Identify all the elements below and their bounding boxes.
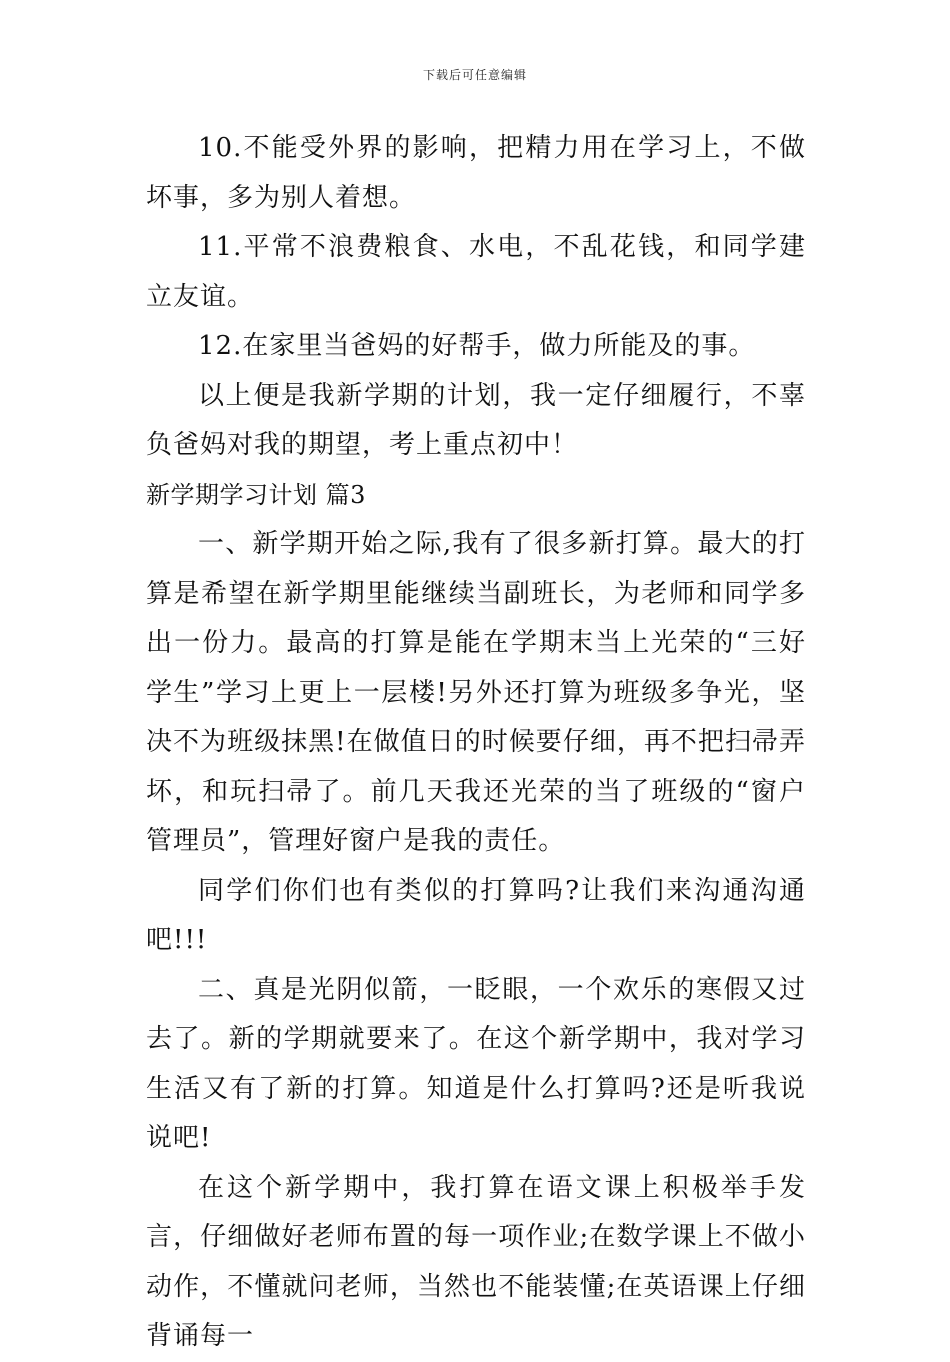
paragraph-item-12: 12.在家里当爸妈的好帮手，做力所能及的事。: [198, 331, 756, 361]
section-heading: 新学期学习计划 篇3: [146, 480, 366, 509]
paragraph-part-one: 一、新学期开始之际,我有了很多新打算。最大的打算是希望在新学期里能继续当副班长，为老师和同学多出一份力。最高的打算是能在学期末当上光荣的“三好学生”学习上更上一层楼!另外还打算为班级多争光，坚决不为班级抹黑!在做值日的时候要仔细，再不把扫帚弄坏，和玩扫帚了。前几天我还光荣的当了班级的“窗户管理员”，管理好窗户是我的责任。: [146, 529, 806, 856]
paragraph-conclusion: 以上便是我新学期的计划，我一定仔细履行，不辜负爸妈对我的期望，考上重点初中！: [146, 380, 806, 460]
paragraph-item-11: 11.平常不浪费粮食、水电，不乱花钱，和同学建立友谊。: [146, 232, 806, 312]
paragraph-plan: 在这个新学期中，我打算在语文课上积极举手发言，仔细做好老师布置的每一项作业;在数学课上不做小动作，不懂就问老师，当然也不能装懂;在英语课上仔细背诵每一: [146, 1172, 806, 1351]
paragraph-part-two: 二、真是光阴似箭，一眨眼，一个欢乐的寒假又过去了。新的学期就要来了。在这个新学期中，我对学习生活又有了新的打算。知道是什么打算吗?还是听我说说吧!: [146, 974, 806, 1153]
page-header-note: 下载后可任意编辑: [422, 68, 527, 82]
document-body: [146, 124, 806, 1362]
paragraph-question: 同学们你们也有类似的打算吗?让我们来沟通沟通吧!!!: [146, 875, 806, 955]
paragraph-item-10: 10.不能受外界的影响，把精力用在学习上，不做坏事，多为别人着想。: [146, 133, 806, 213]
